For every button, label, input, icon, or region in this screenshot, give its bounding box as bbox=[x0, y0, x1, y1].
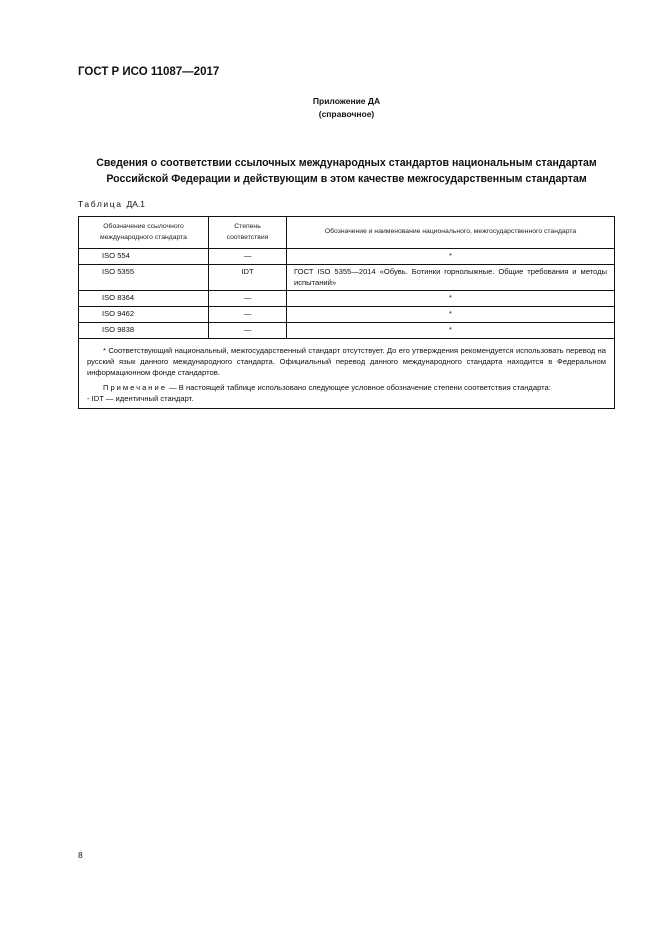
table-note bbox=[87, 382, 606, 393]
table-row bbox=[79, 265, 615, 291]
table-footnote: * Соответствующий национальный, межгосударственный стандарт отсутствует. До его утверждения рекомендуется использовать перевод на русский язык данного международного стандарта. Официальный перевод данного международного стандарта находится в Федеральном информационном фонде стандартов. bbox=[87, 346, 606, 377]
cell-reference: ISO 5355 bbox=[79, 265, 209, 291]
cell-degree: — bbox=[209, 307, 287, 323]
cell-national: ГОСТ ISO 5355—2014 «Обувь. Ботинки горнолыжные. Общие требования и методы испытаний» bbox=[287, 265, 615, 291]
cell-degree: — bbox=[209, 291, 287, 307]
standards-table bbox=[78, 216, 615, 409]
table-row bbox=[79, 249, 615, 265]
table-caption bbox=[78, 199, 145, 209]
table-caption-number: ДА.1 bbox=[126, 199, 146, 209]
cell-reference: ISO 8364 bbox=[79, 291, 209, 307]
cell-reference: ISO 554 bbox=[79, 249, 209, 265]
section-heading-line-1: Сведения о соответствии ссылочных международных стандартов национальным стандартам bbox=[96, 157, 597, 169]
table-notes bbox=[79, 339, 615, 409]
cell-national: * bbox=[287, 307, 615, 323]
page-number: 8 bbox=[78, 850, 83, 860]
table-row bbox=[79, 307, 615, 323]
cell-degree: — bbox=[209, 323, 287, 339]
header-national-standard: Обозначение и наименование национального, межгосударственного стандарта bbox=[287, 217, 615, 249]
cell-national: * bbox=[287, 291, 615, 307]
header-degree: Степень соответствия bbox=[209, 217, 287, 249]
document-code: ГОСТ Р ИСО 11087—2017 bbox=[78, 66, 220, 78]
appendix-subtitle: (справочное) bbox=[318, 109, 375, 119]
table-notes-row bbox=[79, 339, 615, 409]
section-heading bbox=[78, 155, 615, 187]
cell-reference: ISO 9462 bbox=[79, 307, 209, 323]
note-text: — В настоящей таблице использовано следующее условное обозначение степени соответствия стандарта: bbox=[169, 383, 551, 392]
table-header-row bbox=[79, 217, 615, 249]
cell-degree: IDT bbox=[209, 265, 287, 291]
table-caption-prefix: Таблица bbox=[78, 199, 123, 209]
table-row bbox=[79, 323, 615, 339]
table-row bbox=[79, 291, 615, 307]
cell-degree: — bbox=[209, 249, 287, 265]
appendix-title: Приложение ДА bbox=[312, 96, 381, 106]
cell-reference: ISO 9838 bbox=[79, 323, 209, 339]
header-reference-standard: Обозначение ссылочного международного стандарта bbox=[79, 217, 209, 249]
note-label: Примечание bbox=[103, 383, 167, 392]
cell-national: * bbox=[287, 323, 615, 339]
section-heading-line-2: Российской Федерации и действующим в этом качестве межгосударственным стандартам bbox=[106, 173, 587, 185]
cell-national: * bbox=[287, 249, 615, 265]
note-item: - IDT — идентичный стандарт. bbox=[87, 394, 194, 403]
